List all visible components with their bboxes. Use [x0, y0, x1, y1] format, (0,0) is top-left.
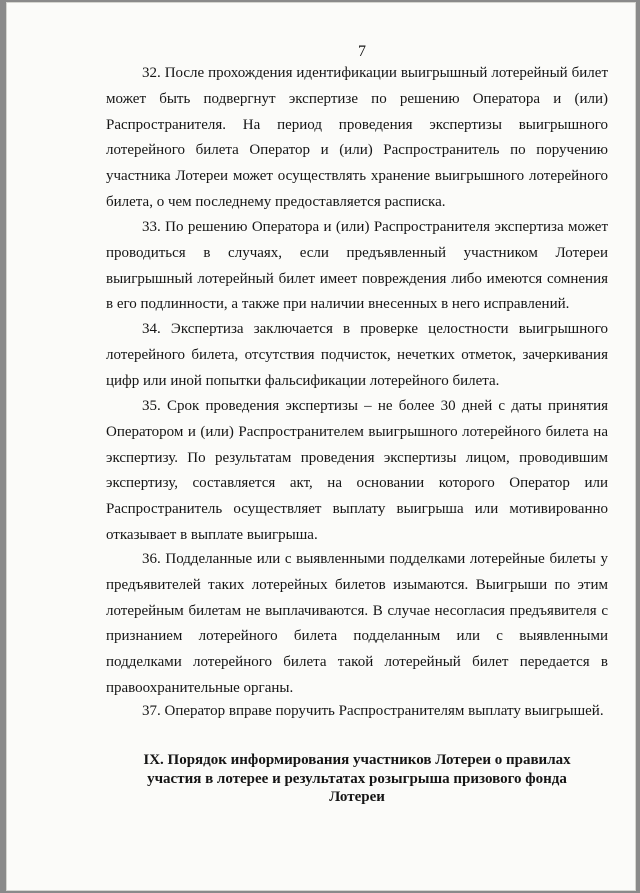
page-number: 7	[358, 43, 366, 60]
paragraph-37: 37. Оператор вправе поручить Распространителям выплату выигрышей.	[142, 703, 604, 719]
paragraph-35: 35. Срок проведения экспертизы – не более 30 дней с даты принятия Оператором и (или) Распространителем выигрышного лотерейного билета на экспертизу. По результатам проведения экспертизы лицом, проводившим экспертизу, составляется акт, на основании которого Оператор или Распространитель осуществляет выплату выигрыша или мотивированно отказывает в выплате выигрыша.	[106, 398, 608, 543]
paragraph-33: 33. По решению Оператора и (или) Распространителя экспертиза может проводиться в случаях, если предъявленный участником Лотереи выигрышный лотерейный билет имеет повреждения либо имеются сомнения в его подлинности, а также при наличии внесенных в него исправлений.	[106, 219, 608, 313]
section-heading: IX. Порядок информирования участников Лотереи о правилах участия в лотерее и результатах розыгрыша призового фонда Лотереи	[143, 752, 571, 805]
paragraph-36: 36. Подделанные или с выявленными подделками лотерейные билеты у предъявителей таких лотерейных билетов изымаются. Выигрыши по этим лотерейным билетам не выплачиваются. В случае несогласия предъявителя с признанием лотерейного билета подделанным или с выявленными подделками лотерейного билета такой лотерейный билет передается в правоохранительные органы.	[106, 551, 608, 696]
document-page	[6, 2, 636, 891]
paragraph-34: 34. Экспертиза заключается в проверке целостности выигрышного лотерейного билета, отсутствия подчисток, нечетких отметок, зачеркивания цифр или иной попытки фальсификации лотерейного билета.	[106, 321, 608, 389]
paragraph-32: 32. После прохождения идентификации выигрышный лотерейный билет может быть подвергнут экспертизе по решению Оператора и (или) Распространителя. На период проведения экспертизы выигрышного лотерейного билета Оператор и (или) Распространитель по поручению участника Лотереи может осуществлять хранение выигрышного лотерейного билета, о чем последнему предоставляется расписка.	[106, 65, 608, 210]
